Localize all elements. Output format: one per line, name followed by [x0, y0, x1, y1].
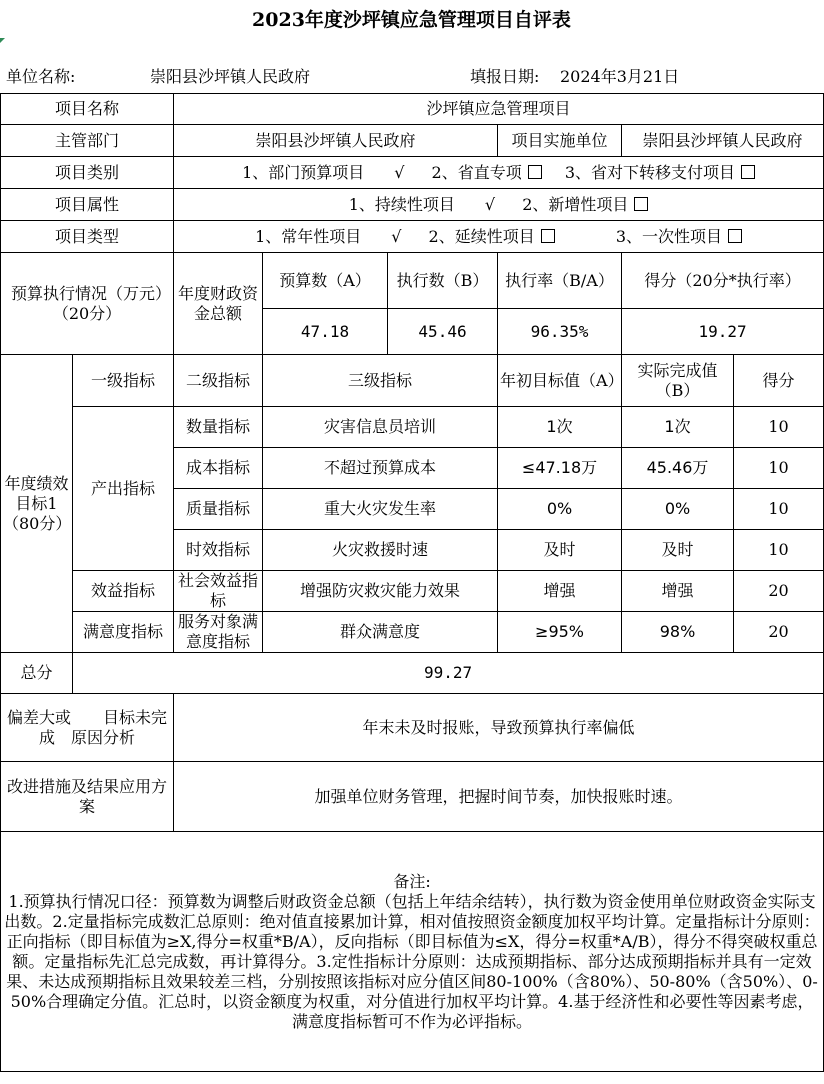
type-options	[174, 221, 824, 253]
table-row-actual: 0%	[622, 489, 734, 530]
table-row-score: 10	[734, 448, 824, 489]
checkbox-icon	[541, 229, 555, 243]
project-name-label: 项目名称	[1, 94, 174, 125]
table-row-actual: 1次	[622, 407, 734, 448]
table-row-l3: 不超过预算成本	[263, 448, 498, 489]
deviation-label: 偏差大或 目标未完成 原因分析	[1, 694, 174, 762]
table-row-actual: 45.46万	[622, 448, 734, 489]
budget-col-score: 得分（20分*执行率）	[622, 253, 824, 309]
table-row-score: 10	[734, 530, 824, 571]
table-row-actual: 增强	[622, 571, 734, 612]
date-label: 填报日期:	[470, 67, 540, 86]
checkbox-icon	[528, 165, 542, 179]
table-row-l2: 时效指标	[174, 530, 263, 571]
impl-unit-value: 崇阳县沙坪镇人民政府	[622, 125, 824, 157]
table-row-actual: 98%	[622, 612, 734, 653]
category-options	[174, 157, 824, 189]
satisfaction-indicator-label: 满意度指标	[73, 612, 174, 653]
table-row-l2: 数量指标	[174, 407, 263, 448]
type-label: 项目类型	[1, 221, 174, 253]
notes-body: 1.预算执行情况口径：预算数为调整后财政资金总额（包括上年结余结转），执行数为资金使用单位财政资金实际支出数。2.定量指标完成数汇总原则：绝对值直接累加计算，相对值按照资金额度加权平均计算。定量指标计分原则：正向指标（即目标值为≥X,得分=权重*B/A），反向指标（即目标值为≤X，得分=权重*A/B），得分不得突破权重总额。定量指标先汇总完成数，再计算得分。3.定性指标计分原则：达成预期指标、部分达成预期指标并具有一定效果、未达成预期指标且效果较差三档，分别按照该指标对应分值区间80-100%（含80%）、50-80%（含50%）、0-50%合理确定分值。汇总时，以资金额度为权重，对分值进行加权平均计算。4.基于经济性和必要性等因素考虑，满意度指标暂可不作为必评指标。	[4, 891, 820, 1031]
table-row-l3: 火灾救援时速	[263, 530, 498, 571]
improve-value: 加强单位财务管理，把握时间节奏，加快报账时速。	[174, 762, 824, 832]
total-label: 总分	[1, 653, 73, 694]
attr-opt-2: 2、新增性项目	[522, 194, 629, 214]
improve-label: 改进措施及结果应用方案	[1, 762, 174, 832]
table-row-l3: 群众满意度	[263, 612, 498, 653]
unit-value: 崇阳县沙坪镇人民政府	[150, 67, 311, 86]
type-opt-1: 1、常年性项目	[255, 226, 362, 246]
budget-val-a: 47.18	[263, 309, 388, 355]
budget-col-rate: 执行率（B/A）	[498, 253, 622, 309]
category-label: 项目类别	[1, 157, 174, 189]
impl-unit-label: 项目实施单位	[498, 125, 622, 157]
check-mark-icon: √	[394, 162, 405, 182]
deviation-value: 年末未及时报账，导致预算执行率偏低	[174, 694, 824, 762]
attr-label: 项目属性	[1, 189, 174, 221]
cell-marker-icon	[0, 38, 5, 43]
evaluation-table	[0, 93, 824, 1072]
unit-label: 单位名称:	[6, 67, 76, 86]
table-row-score: 20	[734, 612, 824, 653]
perf-header-l1: 一级指标	[73, 355, 174, 407]
category-opt-2: 2、省直专项	[431, 162, 522, 182]
notes-heading: 备注:	[393, 871, 431, 891]
table-row-target: ≤47.18万	[498, 448, 622, 489]
table-row-l2: 服务对象满意度指标	[174, 612, 263, 653]
perf-header-actual: 实际完成值（B）	[622, 355, 734, 407]
type-opt-3: 3、一次性项目	[615, 226, 723, 246]
budget-col-b: 执行数（B）	[388, 253, 498, 309]
table-row-target: 及时	[498, 530, 622, 571]
table-row-l2: 社会效益指标	[174, 571, 263, 612]
perf-header-l2: 二级指标	[174, 355, 263, 407]
table-row-target: 1次	[498, 407, 622, 448]
table-row-l2: 成本指标	[174, 448, 263, 489]
table-row-score: 10	[734, 489, 824, 530]
notes-cell	[1, 832, 824, 1072]
perf-header-score: 得分	[734, 355, 824, 407]
checkbox-icon	[728, 229, 742, 243]
output-indicator-label: 产出指标	[73, 407, 174, 571]
attr-options	[174, 189, 824, 221]
perf-label: 年度绩效目标1（80分）	[1, 355, 73, 653]
category-opt-3: 3、省对下转移支付项目	[564, 162, 736, 182]
table-row-score: 10	[734, 407, 824, 448]
total-value: 99.27	[73, 653, 824, 694]
header-line	[0, 62, 823, 92]
date-value: 2024年3月21日	[560, 67, 680, 86]
table-row-l3: 灾害信息员培训	[263, 407, 498, 448]
perf-header-l3: 三级指标	[263, 355, 498, 407]
checkbox-icon	[634, 197, 648, 211]
dept-value: 崇阳县沙坪镇人民政府	[174, 125, 498, 157]
budget-val-score: 19.27	[622, 309, 824, 355]
benefit-indicator-label: 效益指标	[73, 571, 174, 612]
attr-opt-1: 1、持续性项目	[348, 194, 455, 214]
budget-val-b: 45.46	[388, 309, 498, 355]
table-row-actual: 及时	[622, 530, 734, 571]
table-row-target: ≥95%	[498, 612, 622, 653]
budget-label: 预算执行情况（万元） （20分）	[1, 253, 174, 355]
check-mark-icon: √	[484, 194, 496, 214]
type-opt-2: 2、延续性项目	[428, 226, 535, 246]
dept-label: 主管部门	[1, 125, 174, 157]
table-row-l2: 质量指标	[174, 489, 263, 530]
check-mark-icon: √	[391, 226, 402, 246]
table-row-l3: 重大火灾发生率	[263, 489, 498, 530]
budget-val-rate: 96.35%	[498, 309, 622, 355]
table-row-target: 增强	[498, 571, 622, 612]
table-row-l3: 增强防灾救灾能力效果	[263, 571, 498, 612]
table-row-target: 0%	[498, 489, 622, 530]
category-opt-1: 1、部门预算项目	[242, 162, 365, 182]
fund-total-label: 年度财政资金总额	[174, 253, 263, 355]
page-title: 2023年度沙坪镇应急管理项目自评表	[252, 9, 571, 31]
budget-col-a: 预算数（A）	[263, 253, 388, 309]
project-name-value: 沙坪镇应急管理项目	[174, 94, 824, 125]
checkbox-icon	[741, 165, 755, 179]
perf-header-target: 年初目标值（A）	[498, 355, 622, 407]
table-row-score: 20	[734, 571, 824, 612]
